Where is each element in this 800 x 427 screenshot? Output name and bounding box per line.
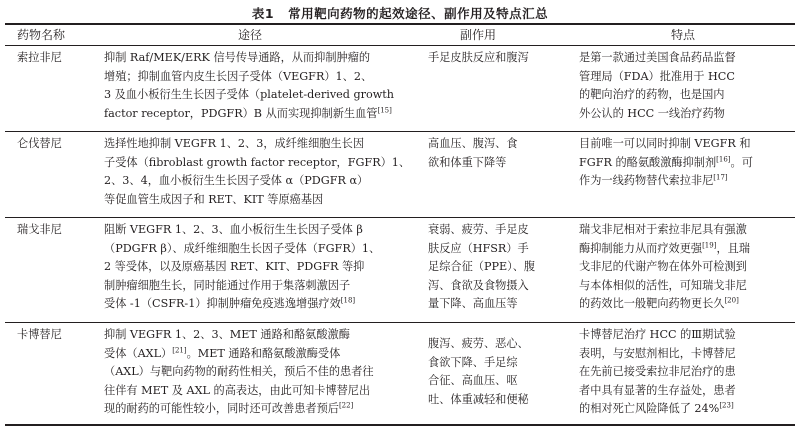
feature-text: 是第一款通过美国食品药品监督 管理局（FDA）批准用于 HCC 的靶向治疗的药物，也是国内 外公认的 HCC 一线治疗药物 <box>579 51 736 120</box>
pathway-text: 选择性地抑制 VEGFR 1、2、3，成纤维细胞生长因 子受体（fibroblast growth factor receptor，FGFR）1、 2、3、4，血小板衍生生长因子受体 α（PDGFR α） 等促血管生成因子和 RET、KIT 等原癌基因 <box>104 137 411 206</box>
header-path: 途径 <box>238 28 263 42</box>
drug-name: 仑伐替尼 <box>17 137 62 150</box>
header-name: 药物名称 <box>17 28 66 42</box>
row-divider <box>5 322 795 323</box>
header-rule <box>5 45 795 46</box>
side-effects-text: 腹泻、疲劳、恶心、 食欲下降、手足综 合征、高血压、呕 吐、体重减轻和便秘 <box>428 337 529 406</box>
side-effects-text: 手足皮肤反应和腹泻 <box>428 51 529 64</box>
pathway-text: 抑制 VEGFR 1、2、3、MET 通路和酪氨酸激酶 受体（AXL）[21]。MET 通路和酪氨酸激酶受体 （AXL）与靶向药物的耐药性相关，预后不佳的患者往 往伴有 MET 及 AXL 的高表达，由此可知卡博替尼出 现的耐药的可能性较小，同时还可改善患者预后[22] <box>104 328 374 416</box>
citation: [15] <box>377 106 392 115</box>
citation: [17] <box>713 173 728 182</box>
citation: [18] <box>340 296 356 305</box>
table-caption <box>0 4 800 22</box>
citation: [22] <box>338 401 354 410</box>
citation: [21] <box>172 345 187 354</box>
pathway-text: 抑制 Raf/MEK/ERK 信号传导通路，从而抑制肿瘤的 增殖；抑制血管内皮生长因子受体（VEGFR）1、2、 3 及血小板衍生生长因子受体（platelet-derived growth factor receptor，PDGFR）B 从而实现抑制新生血管[15] <box>104 51 395 120</box>
row-divider <box>5 217 795 218</box>
header-feature: 特点 <box>671 28 696 42</box>
feature-text: 目前唯一可以同时抑制 VEGFR 和 FGFR 的酪氨酸激酶抑制剂[16]。可 作为一线药物替代索拉非尼[17] <box>579 137 753 188</box>
header-side: 副作用 <box>460 28 497 42</box>
drug-name: 索拉非尼 <box>17 51 62 64</box>
drug-name: 瑞戈非尼 <box>17 223 62 236</box>
drug-name: 卡博替尼 <box>17 328 62 341</box>
citation: [23] <box>719 401 734 410</box>
top-rule <box>5 23 795 25</box>
pathway-text: 阻断 VEGFR 1、2、3、血小板衍生生长因子受体 β （PDGFR β）、成纤维细胞生长因子受体（FGFR）1、 2 等受体，以及原癌基因 RET、KIT、PDGFR 等抑 制肿瘤细胞生长，同时能通过作用于集落刺激因子 受体 -1（CSFR-1）抑制肿瘤免疫逃逸增强疗效[18] <box>104 223 381 311</box>
citation: [16] <box>716 154 731 163</box>
citation: [19] <box>702 240 717 249</box>
row-divider <box>5 131 795 132</box>
feature-text: 卡博替尼治疗 HCC 的Ⅲ期试验 表明，与安慰剂相比，卡博替尼 在先前已接受索拉非尼治疗的患 者中具有显著的生存益处，患者 的相对死亡风险降低了 24%[23] <box>579 328 736 416</box>
feature-text: 瑞戈非尼相对于索拉非尼具有强激 酶抑制能力从而疗效更强[19]，且瑞 戈非尼的代谢产物在体外可检测到 与本体相似的活性，可知瑞戈非尼 的药效比一般靶向药物更长久[20] <box>579 223 751 311</box>
table-title: 常用靶向药物的起效途径、副作用及特点汇总 <box>288 6 549 21</box>
side-effects-text: 衰弱、疲劳、手足皮 肤反应（HFSR）手 足综合征（PPE）、腹 泻、食欲及食物摄入 量下降、高血压等 <box>428 223 536 311</box>
bottom-rule <box>5 424 795 426</box>
table-number: 表1 <box>251 6 275 21</box>
citation: [20] <box>724 296 739 305</box>
side-effects-text: 高血压、腹泻、食 欲和体重下降等 <box>428 137 518 169</box>
